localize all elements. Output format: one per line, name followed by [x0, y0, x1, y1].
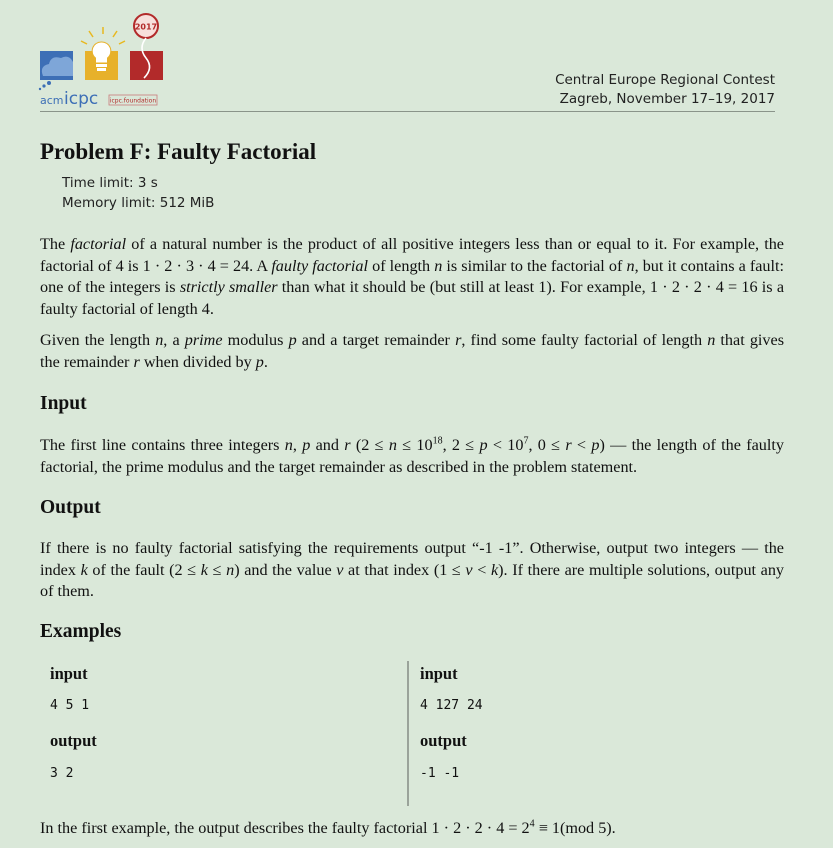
contest-date: Zagreb, November 17–19, 2017	[559, 91, 775, 107]
contest-name: Central Europe Regional Contest	[555, 72, 775, 88]
example-output-label: output	[420, 731, 467, 750]
time-limit: Time limit: 3 s	[62, 175, 158, 191]
example-input: 4 127 24	[420, 698, 483, 713]
svg-text:acm: acm	[40, 94, 64, 107]
examples-divider	[407, 661, 409, 806]
statement-paragraph-2: Given the length n, a prime modulus p and a target remainder r, find some faulty factorial of length n that gives the remainder r when divided by p.	[40, 331, 784, 371]
example-output: -1 -1	[420, 766, 460, 781]
input-heading: Input	[40, 393, 87, 414]
examples-table	[40, 661, 784, 806]
example-input-label: input	[50, 664, 88, 683]
example-input-label: input	[420, 664, 458, 683]
svg-text:icpc: icpc	[64, 89, 99, 108]
note-paragraph: In the first example, the output describes the faulty factorial $1 \cdot 2 \cdot 2 \cdot 4 = 2^4 \equiv 1(mod$ 5).	[40, 818, 616, 837]
svg-text:2017: 2017	[134, 22, 158, 32]
memory-limit: Memory limit: 512 MiB	[62, 195, 215, 211]
example-2	[420, 661, 770, 806]
header-rule	[40, 111, 775, 112]
limits	[62, 173, 214, 213]
output-paragraph: If there is no faulty factorial satisfying the requirements output “-1 -1”. Otherwise, output two integers — the index k of the fault (2 ≤ k ≤ n) and the value v at that index (1 ≤ v < k). If there are multiple solutions, output any of them.	[40, 539, 785, 600]
example-output: 3 2	[50, 766, 74, 781]
problem-title: Problem F: Faulty Factorial	[40, 139, 317, 164]
contest-info	[555, 71, 775, 109]
output-heading: Output	[40, 497, 101, 518]
example-input: 4 5 1	[50, 698, 90, 713]
example-1	[50, 661, 400, 806]
statement-paragraph-1: The factorial of a natural number is the product of all positive integers less than or equal to it. For example, the factorial of 4 is 1 · 2 · 3 · 4 = 24. A faulty factorial of length n is similar to the factorial of n, but it contains a fault: one of the integers is strictly smaller than what it should be (but still at least 1). For example, 1 · 2 · 2 · 4 = 16 is a faulty factorial of length 4.	[40, 235, 785, 318]
icpc-logo	[37, 12, 167, 108]
input-paragraph: The first line contains three integers n, p and r ($2 \le n \le 10^{18}$, $2 \le p < 10^7$, 0 ≤ r < p) — the length of the faulty factorial, the prime modulus and the target remainder as described in the problem statement.	[40, 435, 784, 476]
example-output-label: output	[50, 731, 97, 750]
svg-text:icpc.foundation: icpc.foundation	[109, 97, 157, 105]
examples-heading: Examples	[40, 621, 122, 642]
